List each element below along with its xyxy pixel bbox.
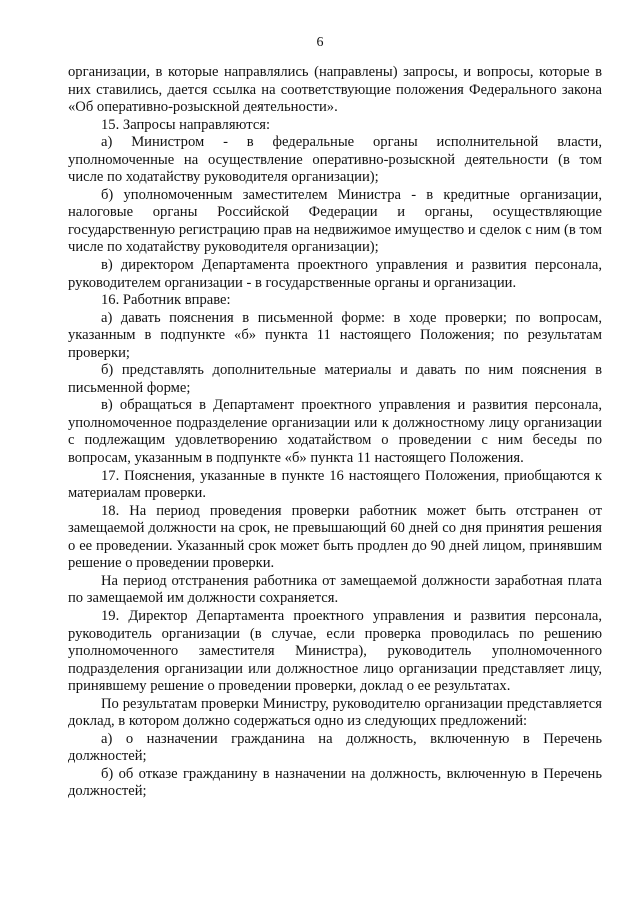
- paragraph-15-heading: 15. Запросы направляются:: [101, 116, 271, 133]
- paragraph-17: 17. Пояснения, указанные в пункте 16 настоящего Положения, приобщаются к материалам проверки.: [68, 467, 602, 502]
- paragraph-16-c: в) обращаться в Департамент проектного управления и развития персонала, уполномоченное подразделение организации или к должностному лицу организации с подлежащим удовлетворению ходатайством о проведении с ним беседы по вопросам, указанным в подпункте «б» пункта 11 настоящего Положения.: [68, 397, 602, 467]
- paragraph-15-b: б) уполномоченным заместителем Министра - в кредитные организации, налоговые органы Российской Федерации и органы, осуществляющие государственную регистрацию прав на недвижимое имущество и сделок с ним (в том числе по ходатайству руководителя организации);: [68, 186, 602, 256]
- paragraph-18-salary: На период отстранения работника от замещаемой должности заработная плата по замещаемой им должности сохраняется.: [68, 572, 602, 607]
- paragraph-15-a: а) Министром - в федеральные органы исполнительной власти, уполномоченные на осуществление оперативно-розыскной деятельности (в том числе по ходатайству руководителя организации);: [68, 134, 602, 186]
- paragraph-19-report: По результатам проверки Министру, руководителю организации представляется доклад, в котором должно содержаться одно из следующих предложений:: [68, 695, 602, 730]
- paragraph-15-c: в) директором Департамента проектного управления и развития персонала, руководителем организации - в государственные органы и организации.: [68, 257, 602, 291]
- paragraph-continuation: организации, в которые направлялись (направлены) запросы, и вопросы, которые в них ставились, дается ссылка на соответствующие положения Федерального закона «Об оперативно-розыскной деятельности».: [68, 64, 602, 116]
- page-number: 6: [316, 35, 324, 50]
- paragraph-18: 18. На период проведения проверки работник может быть отстранен от замещаемой должности на срок, не превышающий 60 дней со дня принятия решения о ее проведении. Указанный срок может быть продлен до 90 дней лицом, принявшим решение о проведении проверки.: [68, 502, 602, 572]
- document-body: [68, 64, 602, 801]
- paragraph-16-b: б) представлять дополнительные материалы и давать по ним пояснения в письменной форме;: [68, 362, 602, 396]
- paragraph-16-a: а) давать пояснения в письменной форме: в ходе проверки; по вопросам, указанным в подпункте «б» пункта 11 настоящего Положения; по результатам проверки;: [68, 309, 602, 361]
- paragraph-19-b: б) об отказе гражданину в назначении на должность, включенную в Перечень должностей;: [68, 765, 602, 800]
- paragraph-19-a: а) о назначении гражданина на должность, включенную в Перечень должностей;: [68, 730, 602, 765]
- paragraph-19: 19. Директор Департамента проектного управления и развития персонала, руководитель организации (в случае, если проверка проводилась по решению уполномоченного заместителя Министра), руководитель уполномоченного подразделения организации или должностное лицо организации представляет лицу, принявшему решение о проведении проверки, доклад о ее результатах.: [68, 607, 602, 695]
- paragraph-16-heading: 16. Работник вправе:: [101, 292, 231, 309]
